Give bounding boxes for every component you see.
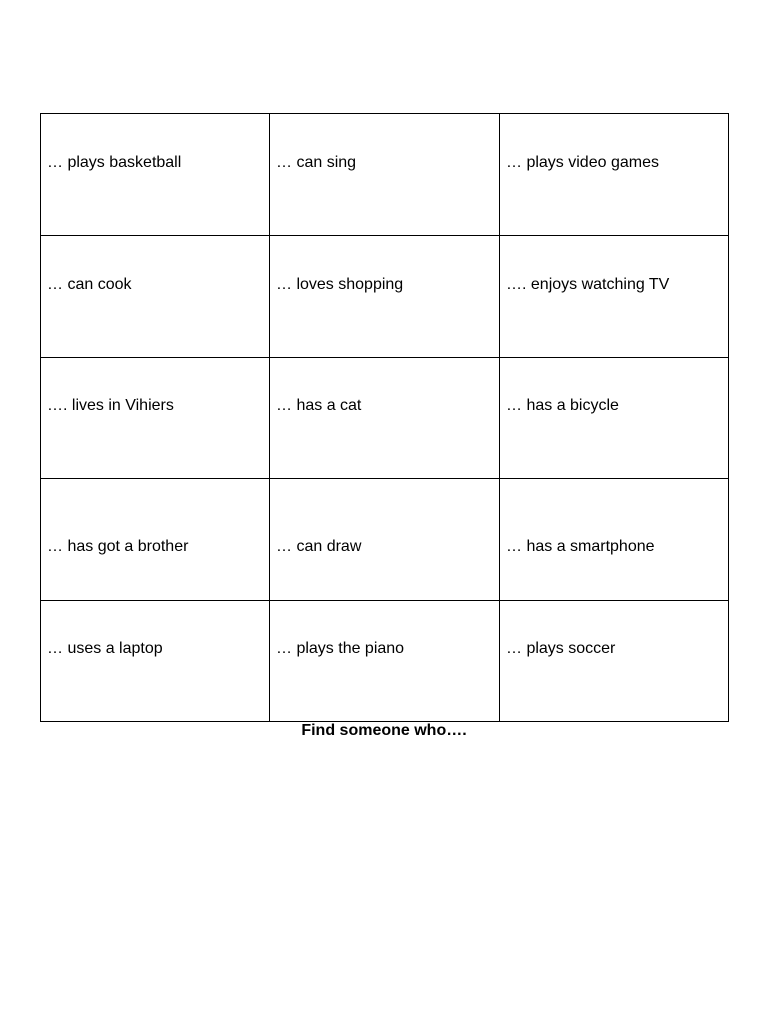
cell-text: … uses a laptop xyxy=(47,640,163,657)
cell-text: … can draw xyxy=(276,538,362,555)
grid-cell xyxy=(270,479,500,601)
cell-text: … has got a brother xyxy=(47,538,189,555)
grid-cell xyxy=(41,236,270,358)
cell-text: …. lives in Vihiers xyxy=(47,397,174,414)
grid-row xyxy=(41,236,729,358)
cell-text: … has a smartphone xyxy=(506,538,655,555)
bingo-grid xyxy=(40,113,729,722)
cell-text: … plays soccer xyxy=(506,640,616,657)
cell-text: … loves shopping xyxy=(276,276,404,293)
cell-text: … plays video games xyxy=(506,154,659,171)
grid-row xyxy=(41,479,729,601)
cell-text: … plays the piano xyxy=(276,640,405,657)
grid-cell xyxy=(270,601,500,722)
grid-row xyxy=(41,114,729,236)
grid-cell xyxy=(41,479,270,601)
grid-cell xyxy=(500,479,729,601)
grid-cell xyxy=(41,114,270,236)
grid-cell xyxy=(270,114,500,236)
cell-text: …. enjoys watching TV xyxy=(506,276,670,293)
cell-text: … has a bicycle xyxy=(506,397,619,414)
grid-cell xyxy=(500,601,729,722)
grid-cell xyxy=(270,358,500,479)
worksheet-caption: Find someone who…. xyxy=(301,722,467,739)
cell-text: … can sing xyxy=(276,154,357,171)
grid-cell xyxy=(41,358,270,479)
cell-text: … has a cat xyxy=(276,397,362,414)
cell-text: … can cook xyxy=(47,276,132,293)
grid-cell xyxy=(270,236,500,358)
grid-row xyxy=(41,601,729,722)
grid-cell xyxy=(500,358,729,479)
cell-text: … plays basketball xyxy=(47,154,182,171)
grid-cell xyxy=(41,601,270,722)
grid-row xyxy=(41,358,729,479)
grid-cell xyxy=(500,114,729,236)
grid-cell xyxy=(500,236,729,358)
